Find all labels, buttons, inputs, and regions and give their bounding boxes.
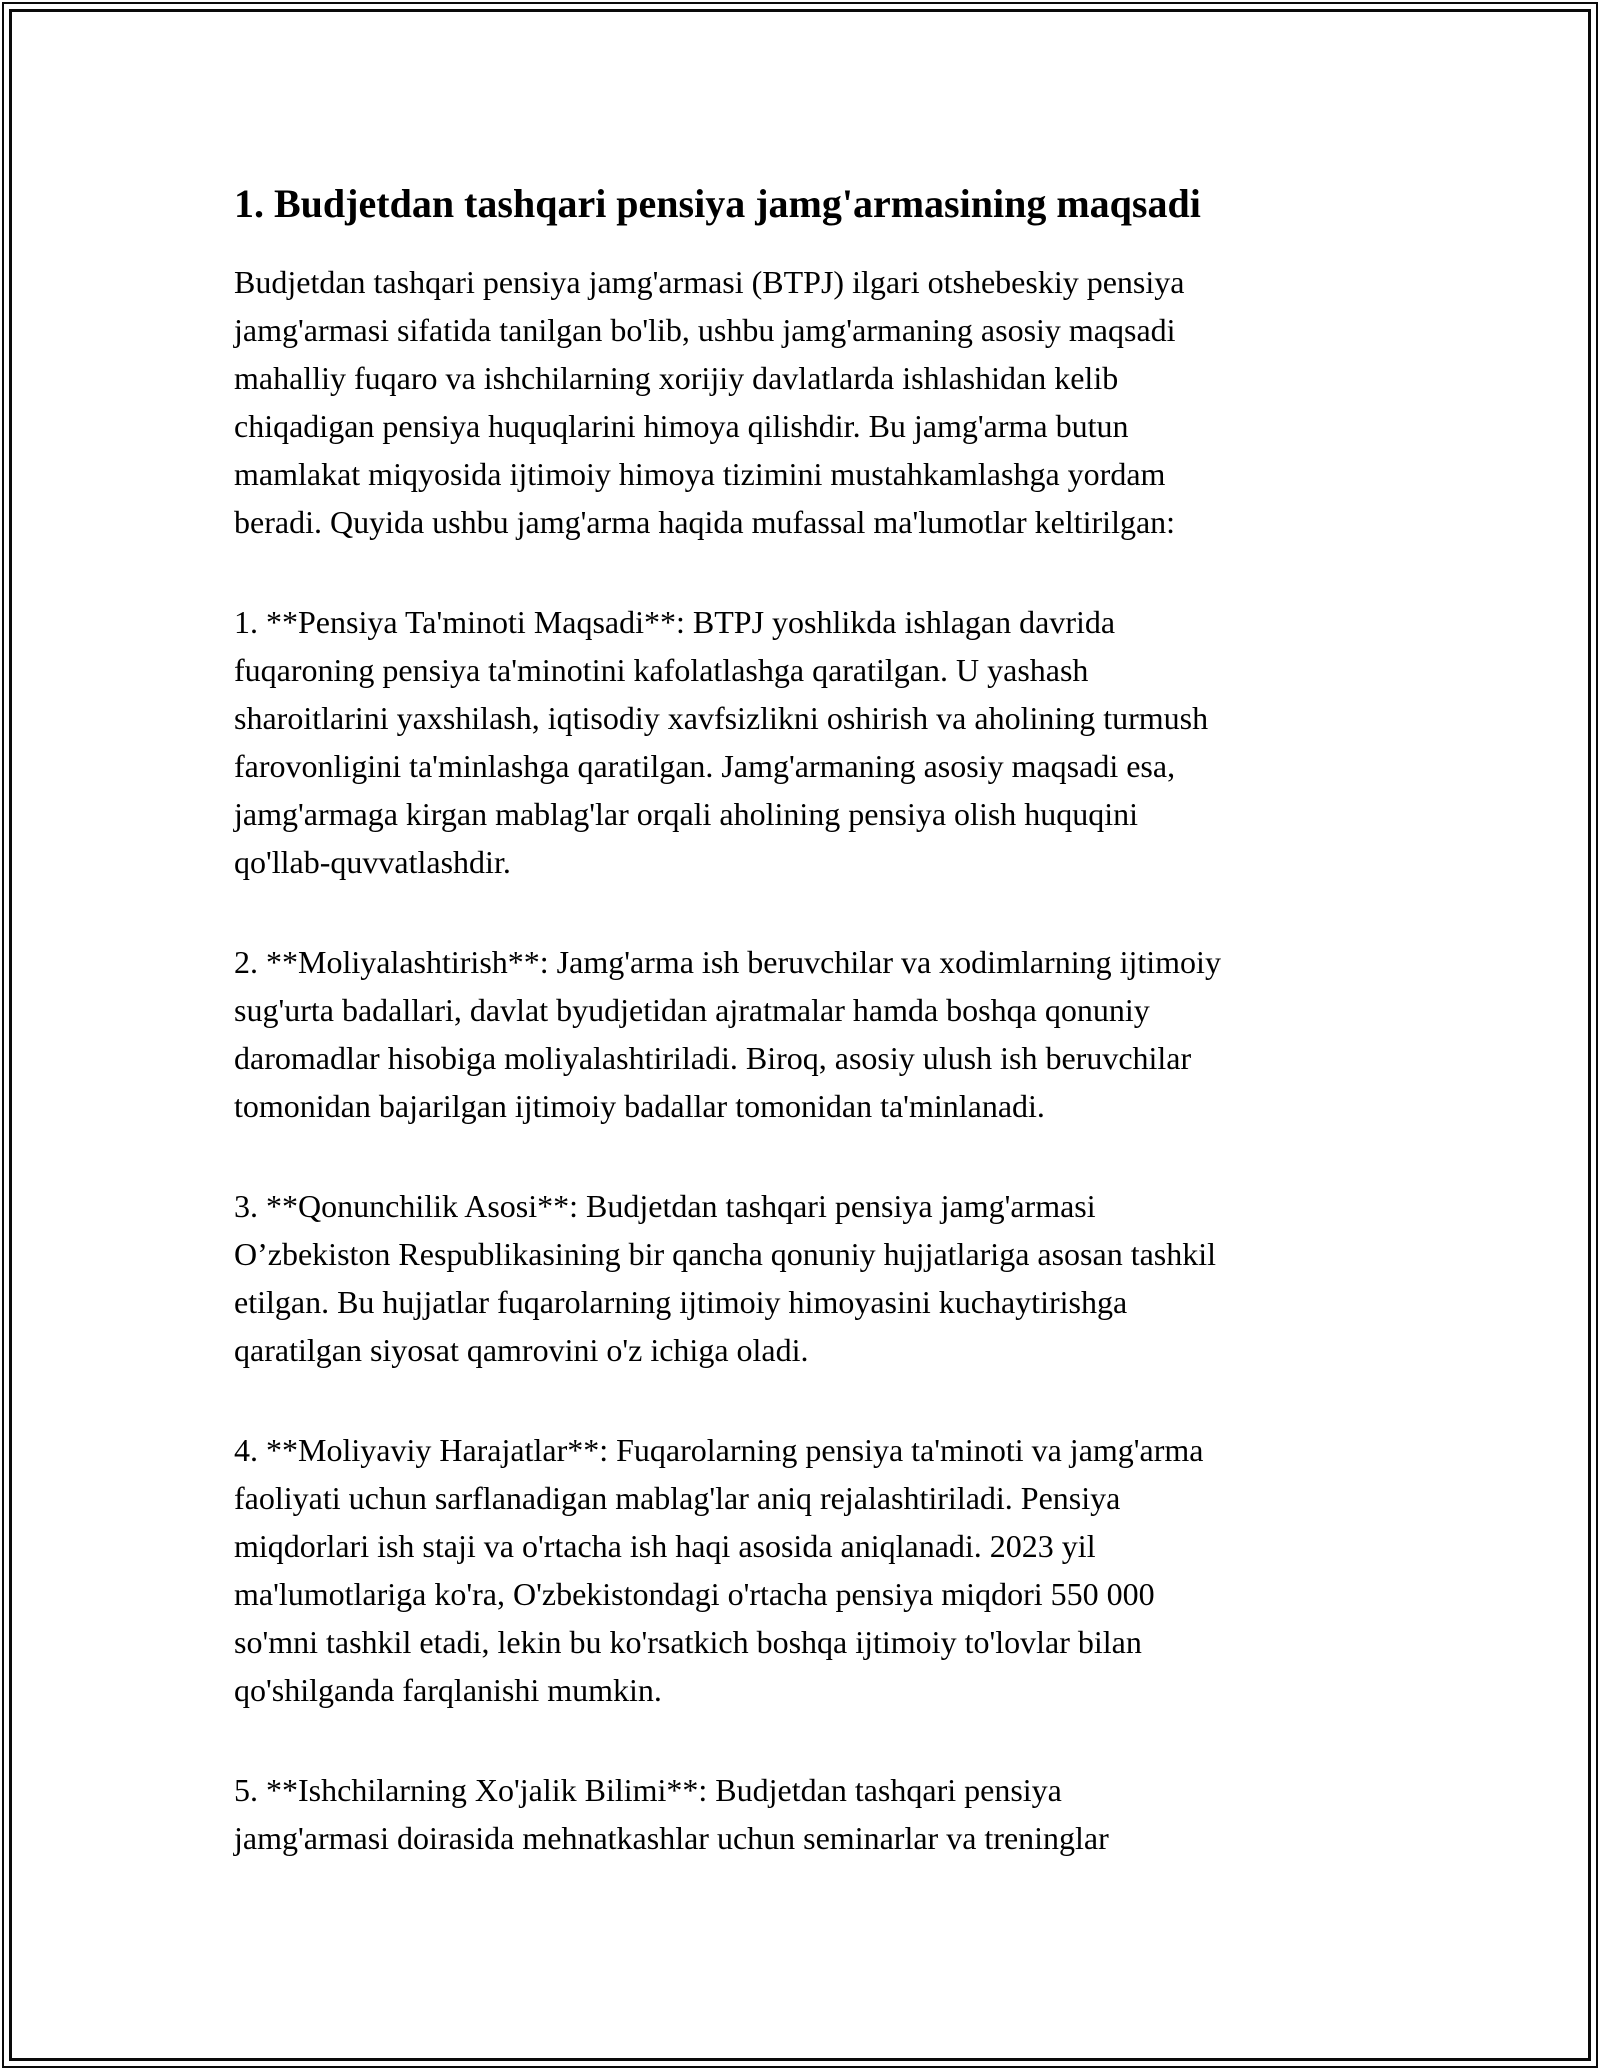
text-line: farovonligini ta'minlashga qaratilgan. Jamg'armaning asosiy maqsadi esa, <box>234 748 1176 784</box>
text-line: ma'lumotlariga ko'ra, O'zbekistondagi o'rtacha pensiya miqdori 550 000 <box>234 1576 1155 1612</box>
text-line: qaratilgan siyosat qamrovini o'z ichiga oladi. <box>234 1332 809 1368</box>
text-line: 1. **Pensiya Ta'minoti Maqsadi**: BTPJ yoshlikda ishlagan davrida <box>234 604 1116 640</box>
text-line: so'mni tashkil etadi, lekin bu ko'rsatkich boshqa ijtimoiy to'lovlar bilan <box>234 1624 1142 1660</box>
paragraph <box>234 598 1454 886</box>
text-line: chiqadigan pensiya huquqlarini himoya qilishdir. Bu jamg'arma butun <box>234 408 1129 444</box>
text-line: tomonidan bajarilgan ijtimoiy badallar tomonidan ta'minlanadi. <box>234 1088 1045 1124</box>
text-line: sharoitlarini yaxshilash, iqtisodiy xavfsizlikni oshirish va aholining turmush <box>234 700 1209 736</box>
text-line: fuqaroning pensiya ta'minotini kafolatlashga qaratilgan. U yashash <box>234 652 1089 688</box>
text-line: beradi. Quyida ushbu jamg'arma haqida mufassal ma'lumotlar keltirilgan: <box>234 504 1176 540</box>
text-line: mamlakat miqyosida ijtimoiy himoya tizimini mustahkamlashga yordam <box>234 456 1166 492</box>
text-line: 2. **Moliyalashtirish**: Jamg'arma ish beruvchilar va xodimlarning ijtimoiy <box>234 944 1221 980</box>
paragraph <box>234 1766 1454 1862</box>
paragraph <box>234 1426 1454 1714</box>
text-line: jamg'armasi doirasida mehnatkashlar uchun seminarlar va treninglar <box>234 1820 1109 1856</box>
paragraph <box>234 258 1454 546</box>
page-title: 1. Budjetdan tashqari pensiya jamg'armasining maqsadi <box>234 181 1201 226</box>
text-line: sug'urta badallari, davlat byudjetidan ajratmalar hamda boshqa qonuniy <box>234 992 1150 1028</box>
text-line: etilgan. Bu hujjatlar fuqarolarning ijtimoiy himoyasini kuchaytirishga <box>234 1284 1128 1320</box>
text-line: faoliyati uchun sarflanadigan mablag'lar aniq rejalashtiriladi. Pensiya <box>234 1480 1121 1516</box>
text-line: mahalliy fuqaro va ishchilarning xorijiy davlatlarda ishlashidan kelib <box>234 360 1119 396</box>
text-line: 3. **Qonunchilik Asosi**: Budjetdan tashqari pensiya jamg'armasi <box>234 1188 1096 1224</box>
text-line: 4. **Moliyaviy Harajatlar**: Fuqarolarning pensiya ta'minoti va jamg'arma <box>234 1432 1204 1468</box>
text-line: qo'shilganda farqlanishi mumkin. <box>234 1672 662 1708</box>
text-line: miqdorlari ish staji va o'rtacha ish haqi asosida aniqlanadi. 2023 yil <box>234 1528 1096 1564</box>
text-line: daromadlar hisobiga moliyalashtiriladi. Biroq, asosiy ulush ish beruvchilar <box>234 1040 1192 1076</box>
text-line: jamg'armaga kirgan mablag'lar orqali aholining pensiya olish huquqini <box>234 796 1139 832</box>
text-line: jamg'armasi sifatida tanilgan bo'lib, ushbu jamg'armaning asosiy maqsadi <box>234 312 1176 348</box>
paragraph <box>234 1182 1454 1374</box>
text-line: Budjetdan tashqari pensiya jamg'armasi (BTPJ) ilgari otshebeskiy pensiya <box>234 264 1185 300</box>
text-line: 5. **Ishchilarning Xo'jalik Bilimi**: Budjetdan tashqari pensiya <box>234 1772 1062 1808</box>
text-line: O’zbekiston Respublikasining bir qancha qonuniy hujjatlariga asosan tashkil <box>234 1236 1217 1272</box>
paragraph <box>234 938 1454 1130</box>
text-line: qo'llab-quvvatlashdir. <box>234 844 511 880</box>
document-body <box>234 258 1454 1862</box>
document-content <box>234 180 1454 1914</box>
